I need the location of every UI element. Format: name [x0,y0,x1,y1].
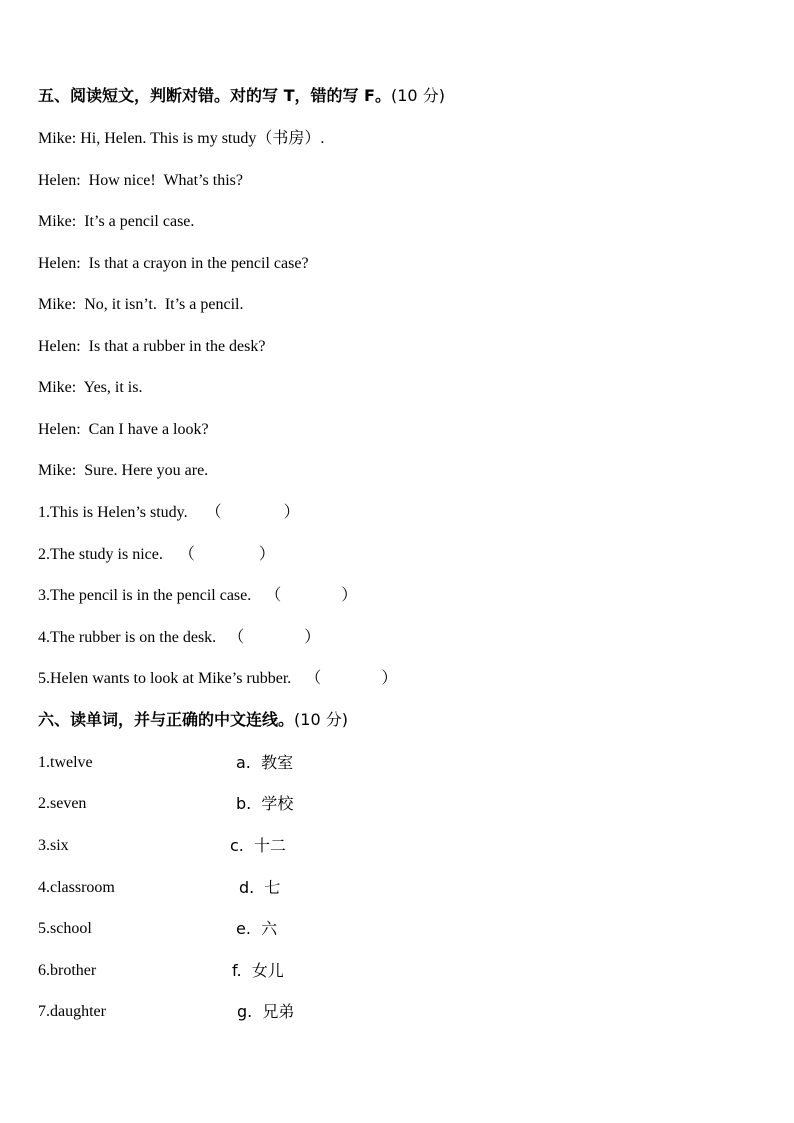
match-word[interactable]: 4.classroom [38,879,115,896]
tf-question-2 [38,544,275,566]
answer-paren-open: （ [305,670,322,687]
match-meaning[interactable]: e. 六 [236,919,278,938]
tf-question-text: 5.Helen wants to look at Mike’s rubber. [38,670,292,687]
section6-score: (10 分) [294,710,348,729]
answer-paren-open: （ [228,629,245,646]
tf-question-text: 4.The rubber is on the desk. [38,629,217,646]
section6-heading [38,709,348,731]
dialogue-line: Mike: It’s a pencil case. [38,213,195,230]
match-word[interactable]: 7.daughter [38,1003,106,1020]
tf-question-text: 3.The pencil is in the pencil case. [38,587,252,604]
match-word[interactable]: 6.brother [38,962,97,979]
match-word[interactable]: 2.seven [38,795,87,812]
tf-question-text: 2.The study is nice. [38,546,163,563]
tf-question-1 [38,502,300,524]
answer-paren-open: （ [265,587,282,604]
match-meaning[interactable]: d. 七 [239,878,281,897]
match-meaning[interactable]: b. 学校 [236,794,294,813]
match-word[interactable]: 3.six [38,837,69,854]
tf-question-5 [38,668,397,690]
dialogue-line: Helen: Is that a crayon in the pencil case? [38,255,309,272]
match-word[interactable]: 5.school [38,920,92,937]
section5-heading [38,85,445,107]
dialogue-line: Mike: Hi, Helen. This is my study（书房）. [38,130,325,147]
tf-question-text: 1.This is Helen’s study. [38,504,188,521]
dialogue-line: Helen: Can I have a look? [38,421,209,438]
dialogue-line: Helen: How nice! What’s this? [38,172,243,189]
match-meaning[interactable]: g. 兄弟 [237,1002,295,1021]
match-meaning[interactable]: c. 十二 [230,836,287,855]
tf-question-3 [38,585,357,607]
answer-paren-close: ） [258,546,275,563]
dialogue-line: Helen: Is that a rubber in the desk? [38,338,266,355]
answer-paren-close: ） [304,629,321,646]
answer-paren-close: ） [381,670,398,687]
dialogue-line: Mike: No, it isn’t. It’s a pencil. [38,296,244,313]
section5-heading-text: 五、阅读短文，判断对错。对的写 T，错的写 F。 [38,86,391,105]
match-word[interactable]: 1.twelve [38,754,93,771]
dialogue-line: Mike: Sure. Here you are. [38,462,209,479]
section5-score: (10 分) [391,86,445,105]
answer-paren-close: ） [283,504,300,521]
match-meaning[interactable]: a. 教室 [236,753,294,772]
tf-question-4 [38,627,320,649]
section6-heading-text: 六、读单词，并与正确的中文连线。 [38,710,295,729]
answer-paren-open: （ [178,546,195,563]
answer-paren-open: （ [205,504,222,521]
answer-paren-close: ） [341,587,358,604]
match-meaning[interactable]: f. 女儿 [232,961,284,980]
dialogue-line: Mike: Yes, it is. [38,379,143,396]
